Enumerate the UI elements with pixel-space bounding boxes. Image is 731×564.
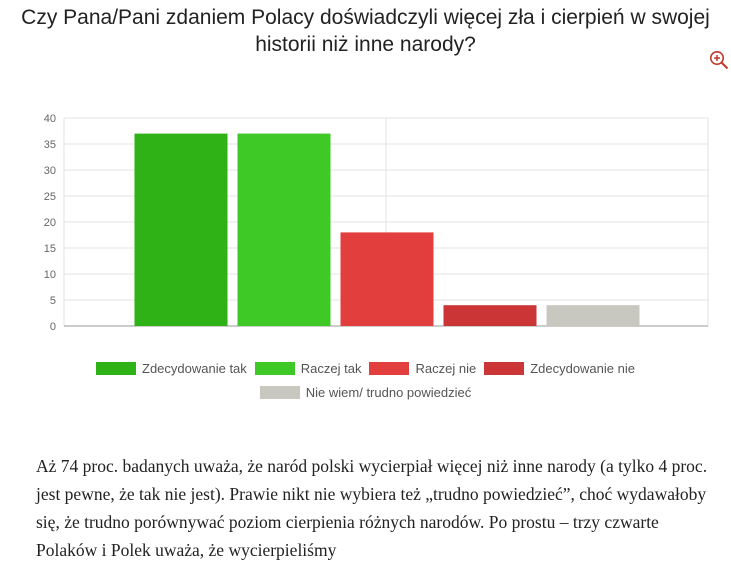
legend-swatch <box>260 386 300 399</box>
article-paragraph: Aż 74 proc. badanych uważa, że naród polski wycierpiał więcej niż inne narody (a tylko 4 proc. jest pewne, że tak nie jest). Prawie nikt nie wybiera też „trudno powiedzieć”, choć wydawałoby się, że trudno porównywać poziom cierpienia różnych narodów. Po prostu – trzy czwarte Polaków i Polek uważa, że wycierpieliśmy <box>36 456 708 560</box>
legend-label: Zdecydowanie nie <box>530 360 635 376</box>
y-tick-label: 35 <box>43 139 56 151</box>
legend-swatch <box>369 362 409 375</box>
legend-swatch <box>484 362 524 375</box>
legend-row <box>0 380 731 404</box>
y-tick-label: 25 <box>43 191 56 203</box>
legend-label: Raczej tak <box>300 360 362 376</box>
legend-item[interactable] <box>260 385 471 400</box>
chart-title: Czy Pana/Pani zdaniem Polacy doświadczyli więcej zła i cierpień w swojej historii niż inne narody? <box>21 6 710 56</box>
bar-3 <box>341 232 434 326</box>
y-tick-label: 15 <box>43 243 56 255</box>
y-tick-label: 40 <box>43 113 56 125</box>
legend-item[interactable] <box>369 361 476 376</box>
legend-item[interactable] <box>484 361 635 376</box>
bar-4 <box>444 305 537 326</box>
bar-5 <box>547 305 640 326</box>
legend-label: Zdecydowanie tak <box>142 360 247 376</box>
legend-label: Nie wiem/ trudno powiedzieć <box>305 384 472 400</box>
legend-label: Raczej nie <box>415 360 477 376</box>
legend-row <box>0 356 731 380</box>
y-tick-label: 20 <box>43 217 56 229</box>
bar-1 <box>135 134 228 326</box>
legend-swatch <box>96 362 136 375</box>
legend-item[interactable] <box>96 361 247 376</box>
bar-2 <box>238 134 331 326</box>
y-tick-label: 0 <box>49 321 56 333</box>
y-tick-label: 10 <box>43 269 56 281</box>
legend-item[interactable] <box>255 361 362 376</box>
y-tick-label: 5 <box>49 295 56 307</box>
chart-legend <box>0 356 731 404</box>
y-tick-label: 30 <box>43 165 56 177</box>
legend-swatch <box>255 362 295 375</box>
